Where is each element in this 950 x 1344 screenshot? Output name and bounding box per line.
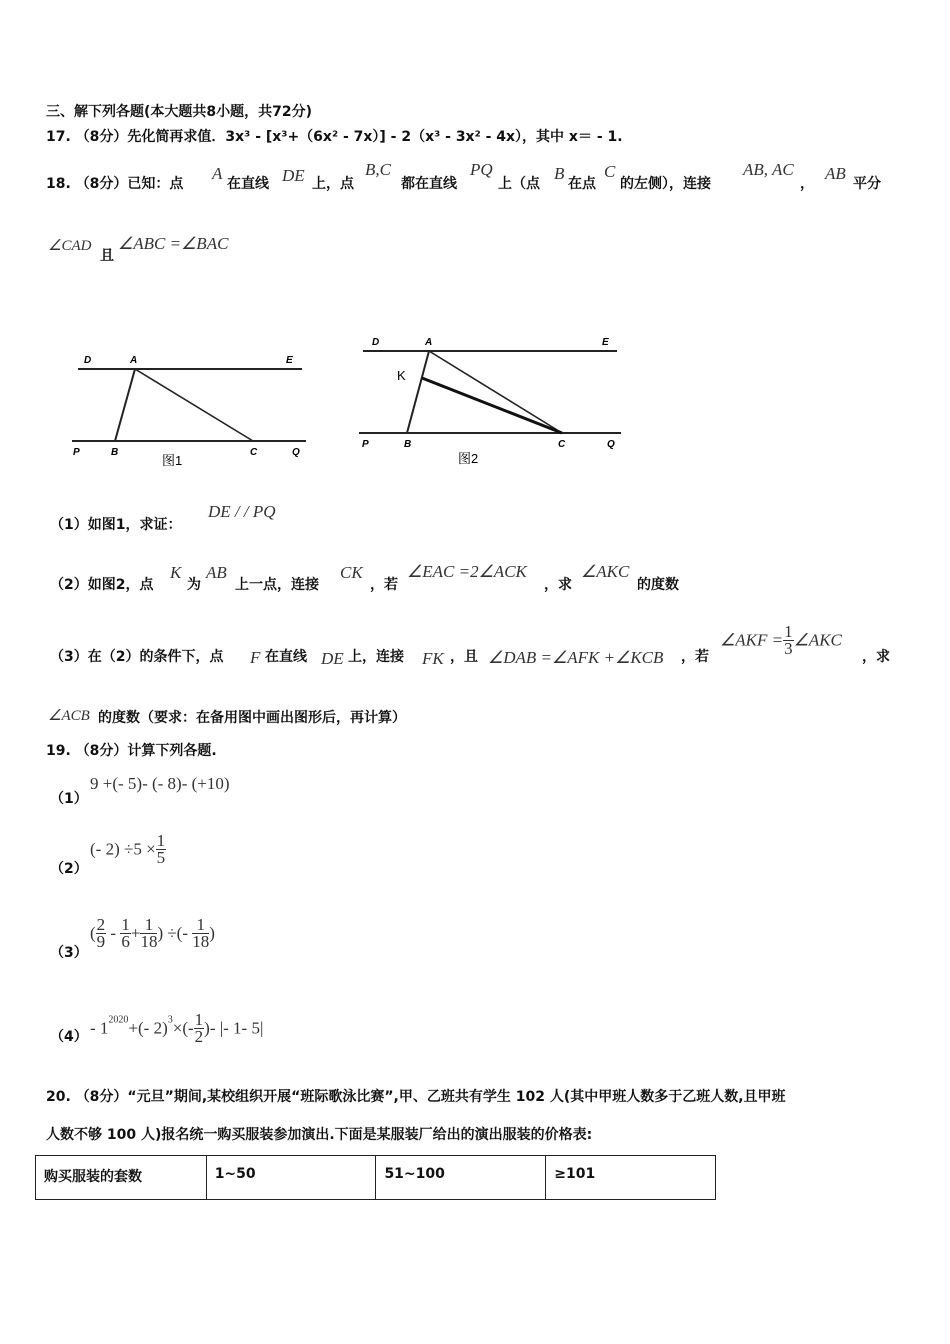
operator: -: [106, 923, 121, 943]
q19-expr-2: [90, 833, 166, 866]
section-title: 三、解下列各题(本大题共8小题，共72分): [46, 104, 313, 120]
question-17: 17. （8分）先化简再求值．3x³ - [x³+（6x² - 7x）] - 2（x³ - 3x² - 4x），其中 x＝ - 1.: [46, 129, 623, 145]
fraction-one-third: [783, 624, 794, 657]
segment-ck: CK: [340, 563, 363, 582]
label-a: A: [130, 355, 138, 366]
fraction: [140, 917, 157, 950]
denominator: 3: [784, 639, 793, 658]
label-c: C: [250, 447, 258, 458]
q18-dou-zai: 都在直线: [401, 176, 457, 192]
label-b: B: [404, 439, 412, 450]
segment-ac: [429, 351, 562, 433]
segment-ab: [407, 351, 429, 433]
q19-label-1: （1）: [50, 791, 88, 807]
q18-qie: 且: [100, 248, 114, 264]
figure-1-caption: 图1: [162, 453, 183, 468]
table-cell: 购买服装的套数: [36, 1156, 207, 1200]
table-cell: 1~50: [206, 1156, 376, 1200]
fraction: [96, 917, 107, 950]
point-f: F: [250, 648, 261, 667]
exponent: 3: [167, 1014, 173, 1026]
label-q: Q: [607, 439, 615, 450]
exponent: 2020: [108, 1014, 129, 1026]
table-cell: ≥101: [546, 1156, 716, 1200]
q19-expr-4: [90, 1012, 263, 1045]
q18-p3-d: ，且: [450, 649, 478, 665]
question-20-line-1: 20. （8分）“元旦”期间,某校组织开展“班际歌泳比赛”,甲、乙班共有学生 102 人(其中甲班人数多于乙班人数,且甲班: [46, 1089, 786, 1105]
q18-p3-rhs: ∠AKC: [793, 630, 842, 650]
q19-label-2: （2）: [50, 861, 88, 877]
q18-shang-paren: 上（点: [498, 176, 540, 192]
numerator: 1: [121, 915, 130, 934]
q18-p1-math: DE / / PQ: [208, 502, 276, 521]
label-a: A: [425, 337, 433, 348]
label-k: K: [397, 368, 406, 383]
label-d: D: [84, 355, 92, 366]
q19-expr-1: 9 +(- 5)- (- 8)- (+10): [90, 774, 230, 793]
fraction: [192, 917, 209, 950]
numerator: 2: [96, 915, 106, 934]
label-p: P: [73, 447, 80, 458]
operator: +(- 2): [128, 1018, 168, 1038]
fraction: [156, 833, 167, 866]
q18-p3-a: （3）在（2）的条件下，点: [50, 649, 224, 665]
q18-comma: ，: [800, 176, 814, 192]
angle-equality: ∠ABC =∠BAC: [118, 234, 229, 253]
q18-p2-wei: 为: [187, 577, 201, 593]
q18-left-side: 的左侧），连接: [620, 176, 711, 192]
q18-p3-condition: [720, 624, 842, 657]
denominator: 6: [121, 932, 130, 951]
segment-ab: AB: [825, 164, 846, 183]
figure-2-caption: 图2: [458, 451, 479, 466]
operator: +: [130, 923, 141, 943]
segment-ac: [135, 369, 253, 441]
point-k: K: [170, 563, 182, 582]
paren: ): [209, 923, 215, 943]
operator: ) ÷(-: [157, 923, 193, 943]
denominator: 18: [192, 932, 210, 951]
points-bc: B,C: [365, 160, 391, 179]
numerator: 1: [140, 917, 157, 934]
q19-label-3: （3）: [50, 945, 88, 961]
q18-p3-ruo: ，若: [681, 649, 709, 665]
label-b: B: [111, 447, 119, 458]
fraction: [120, 917, 131, 950]
q18-p3-b: 在直线: [265, 649, 307, 665]
fraction: [194, 1012, 205, 1045]
q18-p2-a: （2）如图2，点: [50, 577, 154, 593]
denominator: 9: [96, 932, 106, 951]
q18-p3-qiu: ，求: [862, 649, 890, 665]
numerator: 1: [194, 1010, 204, 1029]
base: - 1: [90, 1018, 109, 1038]
table-row: [36, 1156, 716, 1200]
q18-p2-b: 上一点，连接: [235, 577, 319, 593]
operator: )- |- 1- 5|: [204, 1018, 264, 1038]
q18-p3-lhs: ∠AKF =: [720, 630, 784, 650]
denominator: 5: [156, 848, 166, 867]
label-p: P: [362, 439, 369, 450]
q19-label-4: （4）: [50, 1029, 88, 1045]
point-a: A: [212, 164, 223, 183]
operator: ×(-: [172, 1018, 194, 1038]
q18-p3-eq: ∠DAB =∠AFK +∠KCB: [488, 648, 664, 667]
question-20-line-2: 人数不够 100 人)报名统一购买服装参加演出.下面是某服装厂给出的演出服装的价格表:: [46, 1127, 593, 1143]
q18-bisect: 平分: [853, 176, 881, 192]
label-q: Q: [292, 447, 300, 458]
angle-cad: ∠CAD: [48, 238, 92, 254]
point-c: C: [604, 162, 616, 181]
label-d: D: [372, 337, 380, 348]
q18-p2-end: 的度数: [637, 577, 679, 593]
q19-expr-2-pre: (- 2) ÷5 ×: [90, 839, 156, 859]
figure-2: [345, 328, 635, 473]
q18-zai-dian: 在点: [568, 176, 596, 192]
line-de: DE: [321, 649, 344, 668]
q18-p2-qiu: ，求: [544, 577, 572, 593]
angle-akc: ∠AKC: [581, 562, 630, 581]
numerator: 1: [192, 917, 209, 934]
segment-ab: AB: [206, 563, 227, 582]
q18-lead: 18. （8分）已知：点: [46, 176, 184, 192]
q18-on-line: 在直线: [227, 176, 269, 192]
denominator: 18: [140, 932, 158, 951]
angle-acb: ∠ACB: [48, 708, 90, 724]
q18-shang-dian: 上，点: [312, 176, 354, 192]
label-e: E: [286, 355, 293, 366]
point-b: B: [554, 164, 565, 183]
segment-ab: [115, 369, 135, 441]
segment-fk: FK: [422, 649, 444, 668]
paren: (: [90, 923, 96, 943]
label-c: C: [558, 439, 566, 450]
denominator: 2: [194, 1027, 204, 1046]
price-table: [35, 1155, 716, 1200]
figure-1: [60, 345, 320, 475]
q18-p2-eq: ∠EAC =2∠ACK: [407, 562, 527, 581]
label-e: E: [602, 337, 609, 348]
question-19-title: 19. （8分）计算下列各题.: [46, 743, 217, 759]
q18-p3-c: 上，连接: [348, 649, 404, 665]
table-cell: 51~100: [376, 1156, 546, 1200]
numerator: 1: [784, 622, 793, 641]
q18-p2-ruo: ，若: [370, 577, 398, 593]
line-de: DE: [282, 166, 305, 185]
segment-ck: [422, 378, 562, 433]
numerator: 1: [156, 831, 166, 850]
q18-p1-text: （1）如图1，求证：: [50, 517, 182, 533]
segments-ab-ac: AB, AC: [743, 160, 794, 179]
line-pq: PQ: [470, 160, 493, 179]
q19-expr-3: [90, 917, 215, 950]
q18-p3-end: 的度数（要求：在备用图中画出图形后，再计算）: [98, 710, 406, 726]
